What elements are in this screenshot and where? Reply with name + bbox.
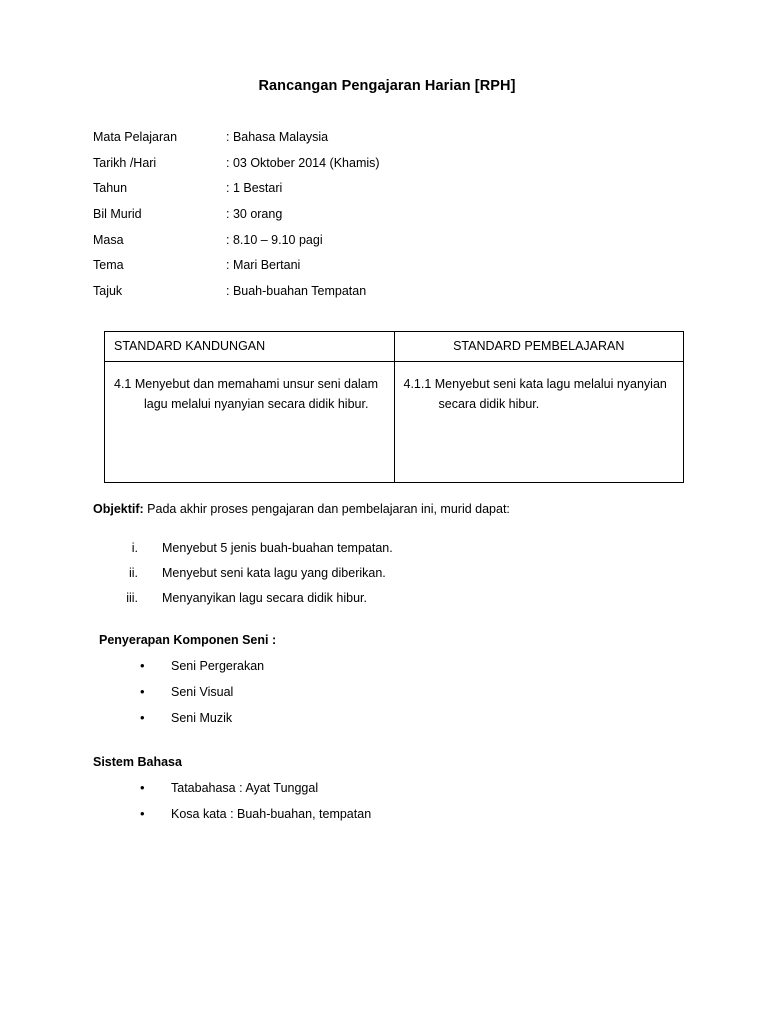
list-item-number: i. xyxy=(131,540,138,555)
column-header-standard-kandungan: STANDARD KANDUNGAN xyxy=(105,332,395,362)
list-item-label: Menyebut 5 jenis buah-buahan tempatan. xyxy=(162,540,393,555)
penyerapan-list xyxy=(92,659,682,725)
list-item xyxy=(92,566,682,580)
objektif-text: Pada akhir proses pengajaran dan pembelajaran ini, murid dapat: xyxy=(143,502,510,517)
table-row xyxy=(93,233,380,259)
meta-value: : 1 Bestari xyxy=(226,181,283,196)
meta-value: : Mari Bertani xyxy=(226,258,301,273)
list-item-number: ii. xyxy=(128,565,138,580)
cell-standard-pembelajaran xyxy=(394,362,684,483)
objektif-list xyxy=(92,541,682,605)
cell-text: 4.1 Menyebut dan memahami unsur seni dalam lagu melalui nyanyian secara didik hibur. xyxy=(114,377,379,412)
table-row xyxy=(93,284,380,310)
meta-label: Tarikh /Hari xyxy=(93,155,157,170)
list-item: • Kosa kata : Buah-buahan, tempatan xyxy=(140,807,682,821)
table-row xyxy=(93,156,380,182)
section-heading-penyerapan: Penyerapan Komponen Seni : xyxy=(99,632,277,647)
objektif-line xyxy=(93,501,682,519)
section-heading-sistem-bahasa: Sistem Bahasa xyxy=(93,754,182,769)
meta-label: Tahun xyxy=(93,181,128,196)
list-item: • Seni Pergerakan xyxy=(140,659,682,673)
list-item-label: Menyanyikan lagu secara didik hibur. xyxy=(162,590,367,605)
table-row xyxy=(105,362,684,483)
standards-table xyxy=(104,331,684,483)
list-item: • Seni Visual xyxy=(140,685,682,699)
cell-text: 4.1.1 Menyebut seni kata lagu melalui nyanyian secara didik hibur. xyxy=(403,377,667,412)
lesson-metadata-table xyxy=(93,130,380,309)
cell-standard-kandungan xyxy=(105,362,395,483)
list-item-number: iii. xyxy=(126,590,138,605)
meta-value: : Bahasa Malaysia xyxy=(226,130,329,144)
meta-value: : 8.10 – 9.10 pagi xyxy=(226,232,323,247)
table-row xyxy=(93,258,380,284)
meta-value: : 03 Oktober 2014 (Khamis) xyxy=(226,155,380,170)
meta-label: Mata Pelajaran xyxy=(93,130,178,144)
page-title: Rancangan Pengajaran Harian [RPH] xyxy=(258,78,516,94)
table-header-row xyxy=(105,332,684,362)
meta-value: : Buah-buahan Tempatan xyxy=(226,283,367,298)
table-row xyxy=(93,181,380,207)
sistem-bahasa-list xyxy=(92,781,682,821)
list-item xyxy=(92,541,682,555)
table-row xyxy=(93,130,380,156)
list-item-label: Menyebut seni kata lagu yang diberikan. xyxy=(162,565,386,580)
meta-label: Bil Murid xyxy=(93,206,142,221)
meta-value: : 30 orang xyxy=(226,206,283,221)
meta-label: Tajuk xyxy=(93,283,123,298)
list-item: • Tatabahasa : Ayat Tunggal xyxy=(140,781,682,795)
column-header-standard-pembelajaran: STANDARD PEMBELAJARAN xyxy=(394,332,684,362)
table-row xyxy=(93,207,380,233)
objektif-label: Objektif: xyxy=(93,502,144,517)
list-item xyxy=(92,591,682,605)
meta-label: Tema xyxy=(93,258,124,273)
list-item: • Seni Muzik xyxy=(140,711,682,725)
meta-label: Masa xyxy=(93,232,124,247)
